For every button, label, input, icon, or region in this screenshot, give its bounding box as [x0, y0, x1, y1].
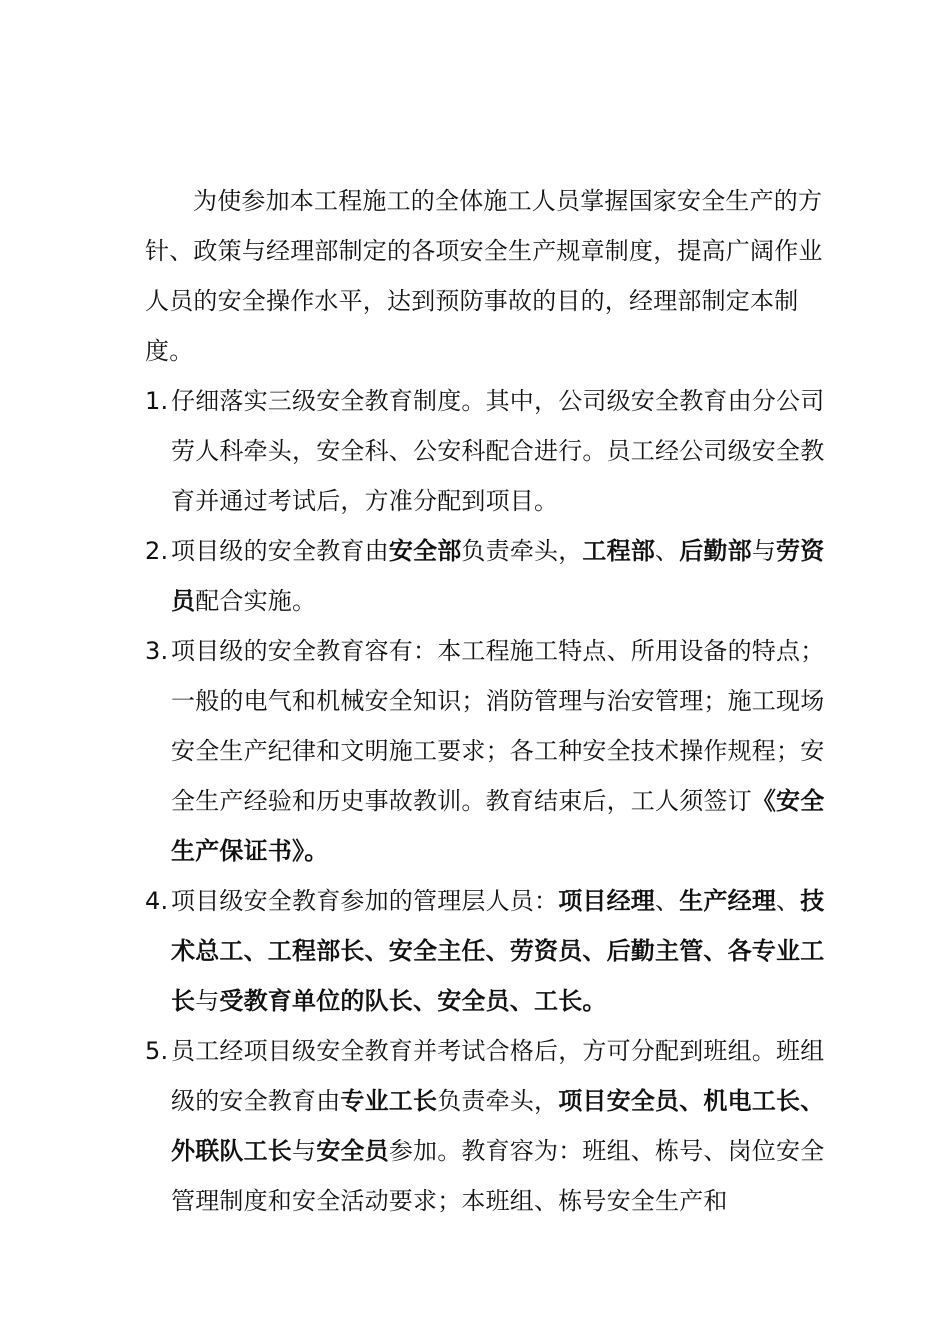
list-item-text: [171, 1037, 824, 1215]
bold-text-run: 劳资员: [171, 537, 825, 615]
list-item-text: [171, 537, 824, 615]
text-run: 、: [655, 537, 680, 565]
text-run: 参加。教育容为：班组、栋号、岗位安全管理制度和安全活动要求；本班组、栋号安全生产和: [171, 1137, 825, 1215]
text-run: 项目级的安全教育由: [171, 537, 389, 565]
list-item-number: 4.: [145, 887, 169, 915]
text-run: 、: [776, 887, 801, 915]
text-run: 与: [292, 1137, 317, 1165]
text-run: 项目级安全教育参加的管理层人员：: [171, 887, 559, 915]
document-body: [145, 176, 825, 1226]
list-item: [145, 626, 825, 876]
bold-text-run: 生产经理: [679, 887, 777, 915]
text-run: 、: [655, 887, 680, 915]
text-run: 项目级的安全教育容有：本工程施工特点、所用设备的特点；一般的电气和机械安全知识；消防管理与治安管理；施工现场安全生产纪律和文明施工要求；各工种安全技术操作规程；安全生产经验和历史事故教训。教育结束后，工人须签订: [171, 637, 825, 815]
list-item: [145, 876, 825, 1026]
list-item-number: 1.: [145, 387, 169, 415]
list-item-number: 3.: [145, 637, 169, 665]
list-item-number: 2.: [145, 537, 169, 565]
list-item-number: 5.: [145, 1037, 169, 1065]
intro-paragraph: 为使参加本工程施工的全体施工人员掌握国家安全生产的方针、政策与经理部制定的各项安全生产规章制度，提高广阔作业人员的安全操作水平，达到预防事故的目的，经理部制定本制度。: [145, 187, 823, 365]
bold-text-run: 后勤部: [679, 537, 752, 565]
text-run: 与: [751, 537, 777, 565]
text-run: 负责牵头，: [461, 537, 583, 565]
list-item: [145, 1026, 825, 1226]
bold-text-run: 受教育单位的队长、安全员、工长。: [219, 987, 607, 1015]
bold-text-run: 《安全生产保证书》。: [171, 787, 825, 865]
bold-text-run: 安全部: [388, 537, 462, 565]
list-item: [145, 526, 825, 626]
bold-text-run: 安全员: [316, 1137, 389, 1165]
text-run: 与: [195, 987, 220, 1015]
text-run: 仔细落实三级安全教育制度。其中，公司级安全教育由分公司劳人科牵头，安全科、公安科配合进行。员工经公司级安全教育并通过考试后，方准分配到项目。: [171, 387, 825, 515]
text-run: 配合实施。: [195, 587, 317, 615]
list-item-text: [171, 387, 824, 515]
list-item-text: [171, 887, 824, 1015]
bold-text-run: 项目安全员、机电工长、外联队工长: [171, 1087, 825, 1165]
rules-list: [145, 376, 825, 1226]
bold-text-run: 工程部: [582, 537, 656, 565]
bold-text-run: 专业工长: [340, 1087, 438, 1115]
text-run: 员工经项目级安全教育并考试合格后，方可分配到班组。班组级的安全教育由: [171, 1037, 825, 1115]
list-item-text: [171, 637, 824, 865]
text-run: 负责牵头，: [437, 1087, 559, 1115]
list-item: [145, 376, 825, 526]
bold-text-run: 项目经理: [558, 887, 656, 915]
bold-text-run: 技术总工、工程部长、安全主任、劳资员、后勤主管、各专业工长: [171, 887, 825, 1015]
